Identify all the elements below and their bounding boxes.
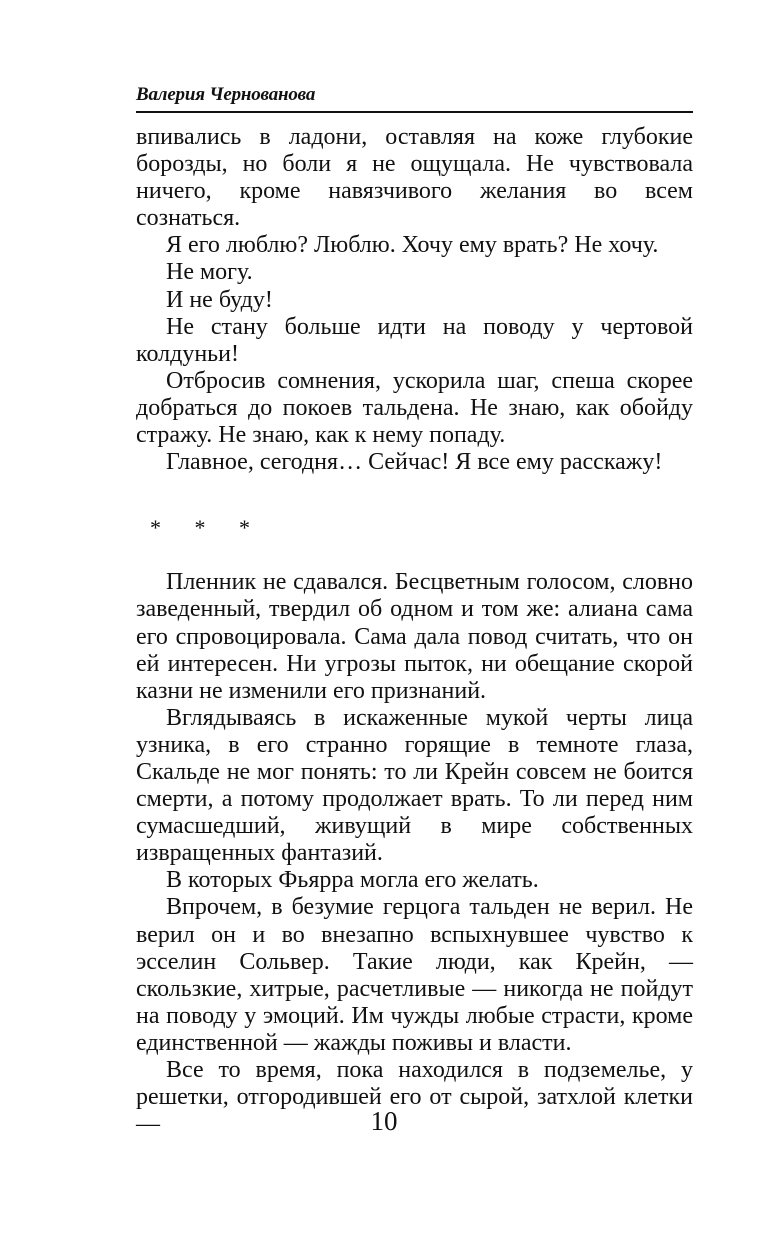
paragraph: Отбросив сомнения, ускорила шаг, спеша скорее добраться до покоев тальдена. Не знаю, как обойду стражу. Не знаю, как к нему попаду. xyxy=(136,367,693,449)
paragraph: Главное, сегодня… Сейчас! Я все ему расскажу! xyxy=(166,449,663,476)
paragraph: Впрочем, в безумие герцога тальден не верил. Не верил он и во внезапно вспыхнувшее чувство к эсселин Сольвер. Такие люди, как Крейн, — скользкие, хитрые, расчетливые — никогда не пойдут на поводу у эмоций. Им чужды любые страсти, кроме единственной — жажды поживы и власти. xyxy=(136,894,693,1056)
paragraph: Я его люблю? Люблю. Хочу ему врать? Не хочу. xyxy=(166,232,659,259)
body-text xyxy=(136,124,693,1138)
paragraph: И не буду! xyxy=(166,286,273,313)
paragraph: Пленник не сдавался. Бесцветным голосом, словно заведенный, твердил об одном и том же: алиана сама его спровоцировала. Сама дала повод считать, что он ей интересен. Ни угрозы пыток, ни обещание скорой казни не изменили его признаний. xyxy=(136,569,693,704)
paragraph: Все то время, пока находился в подземелье, у решетки, отгородившей его от сырой, затхлой клетки — xyxy=(136,1057,693,1138)
section-separator: * * * xyxy=(150,515,264,541)
paragraph: впивались в ладони, оставляя на коже глубокие борозды, но боли я не ощущала. Не чувствовала ничего, кроме навязчивого желания во всем сознаться. xyxy=(136,124,693,232)
paragraph: Вглядываясь в искаженные мукой черты лица узника, в его странно горящие в темноте глаза, Скальде не мог понять: то ли Крейн совсем не боится смерти, а потому продолжает врать. То ли перед ним сумасшедший, живущий в мире собственных извращенных фантазий. xyxy=(136,704,693,867)
paragraph: Не могу. xyxy=(166,259,253,286)
paragraph: Не стану больше идти на поводу у чертовой колдуньи! xyxy=(136,313,693,367)
paragraph: В которых Фьярра могла его желать. xyxy=(166,867,539,894)
page-number: 10 xyxy=(370,1106,398,1136)
running-head-author: Валерия Чернованова xyxy=(136,84,316,105)
header-rule xyxy=(136,111,693,113)
